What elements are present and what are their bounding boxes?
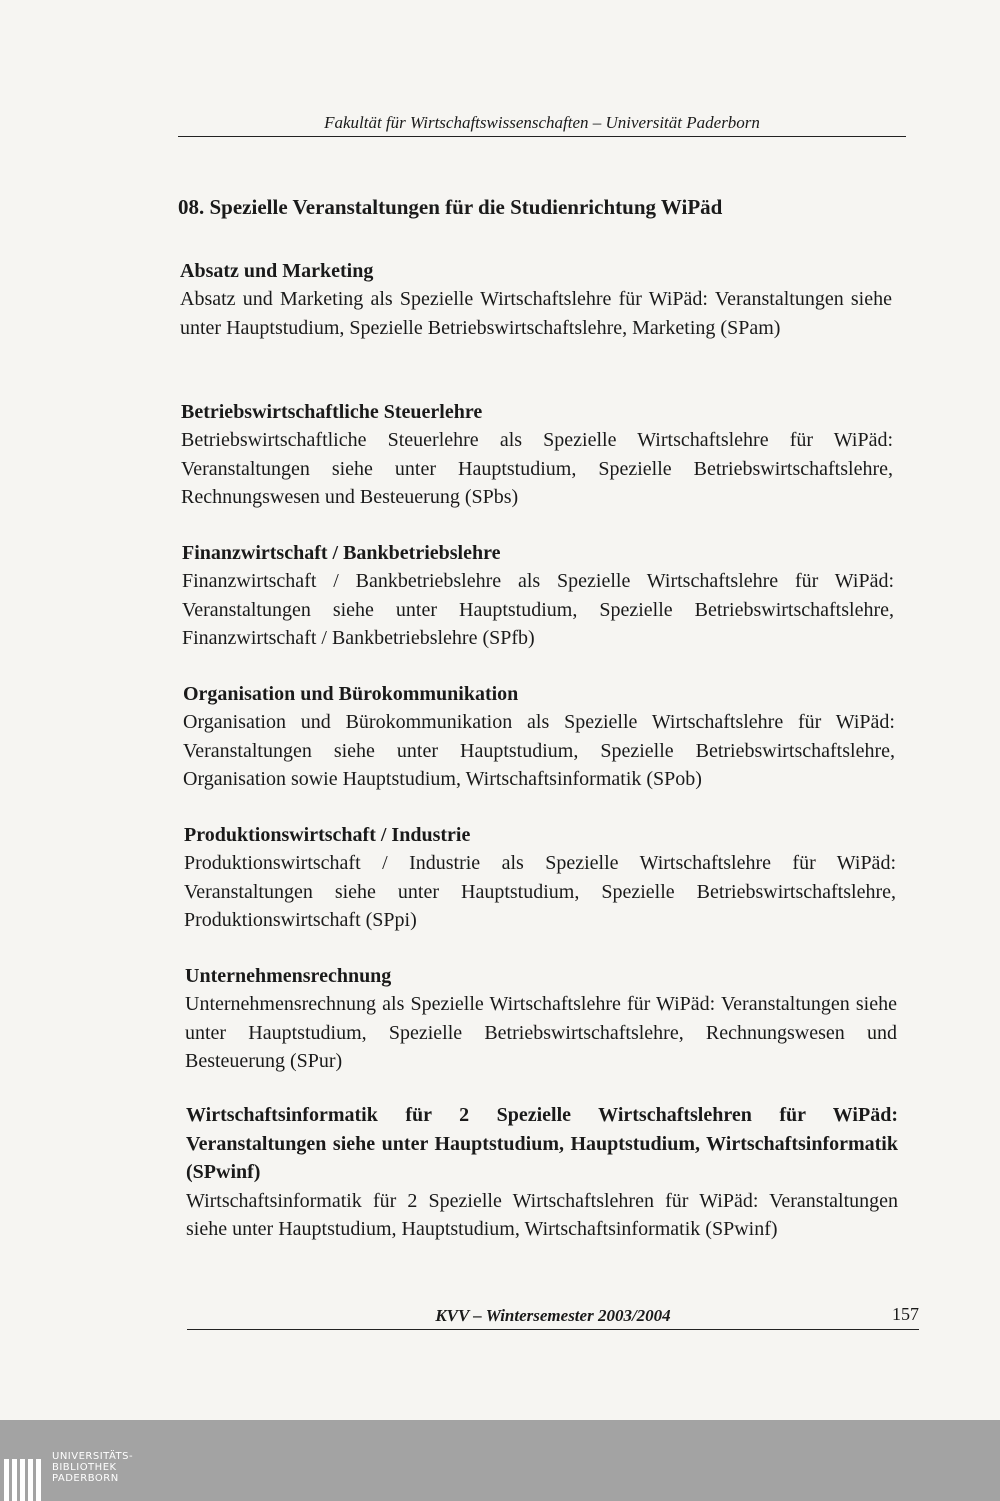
section-unternehmensrechnung (185, 962, 897, 1076)
section-organisation (183, 680, 895, 794)
section-body: Absatz und Marketing als Spezielle Wirtschaftslehre für WiPäd: Veranstaltungen siehe unter Hauptstudium, Spezielle Betriebswirtschaftslehre, Marketing (SPam) (180, 288, 892, 339)
library-name (52, 1451, 133, 1484)
library-watermark-bar (0, 1420, 1000, 1501)
library-line-1: UNIVERSITÄTS- (52, 1451, 134, 1462)
section-body: Organisation und Bürokommunikation als Spezielle Wirtschaftslehre für WiPäd: Veranstaltungen siehe unter Hauptstudium, Spezielle Betriebswirtschaftslehre, Organisation sowie Hauptstudium, Wirtschaftsinformatik (SPob) (183, 711, 895, 790)
library-line-3: PADERBORN (52, 1473, 119, 1484)
section-heading: Wirtschaftsinformatik für 2 Spezielle Wirtschaftslehren für WiPäd: Veranstaltungen siehe unter Hauptstudium, Hauptstudium, Wirtschaftsinformatik (SPwinf) (186, 1104, 898, 1183)
page-number: 157 (892, 1304, 919, 1324)
section-finanzwirtschaft (182, 539, 894, 653)
running-footer (187, 1303, 919, 1330)
footer-semester: KVV – Wintersemester 2003/2004 (435, 1306, 671, 1325)
section-absatz-marketing (180, 257, 892, 342)
section-body: Produktionswirtschaft / Industrie als Spezielle Wirtschaftslehre für WiPäd: Veranstaltungen siehe unter Hauptstudium, Spezielle Betriebswirtschaftslehre, Produktionswirtschaft (SPpi) (184, 852, 896, 931)
section-heading: Absatz und Marketing (180, 260, 374, 282)
section-body: Betriebswirtschaftliche Steuerlehre als Spezielle Wirtschaftslehre für WiPäd: Veranstaltungen siehe unter Hauptstudium, Spezielle Betriebswirtschaftslehre, Rechnungswesen und Besteuerung (SPbs) (181, 429, 893, 508)
section-heading: Organisation und Bürokommunikation (183, 683, 519, 705)
section-heading: Produktionswirtschaft / Industrie (184, 824, 471, 846)
running-header: Fakultät für Wirtschaftswissenschaften – Universität Paderborn (178, 112, 906, 137)
section-wirtschaftsinformatik (186, 1101, 898, 1244)
section-heading: Unternehmensrechnung (185, 965, 392, 987)
section-body: Wirtschaftsinformatik für 2 Spezielle Wirtschaftslehren für WiPäd: Veranstaltungen siehe unter Hauptstudium, Hauptstudium, Wirtschaftsinformatik (SPwinf) (186, 1189, 898, 1240)
section-produktion (184, 821, 896, 935)
section-steuerlehre (181, 398, 893, 512)
library-line-2: BIBLIOTHEK (52, 1462, 117, 1473)
section-body: Finanzwirtschaft / Bankbetriebslehre als Spezielle Wirtschaftslehre für WiPäd: Veranstaltungen siehe unter Hauptstudium, Spezielle Betriebswirtschaftslehre, Finanzwirtschaft / Bankbetriebslehre (SPfb) (182, 570, 894, 649)
section-body: Unternehmensrechnung als Spezielle Wirtschaftslehre für WiPäd: Veranstaltungen siehe unter Hauptstudium, Spezielle Betriebswirtschaftslehre, Rechnungswesen und Besteuerung (SPur) (185, 993, 897, 1072)
chapter-title: 08. Spezielle Veranstaltungen für die Studienrichtung WiPäd (178, 195, 723, 219)
library-logo-icon (0, 1450, 46, 1501)
section-heading: Betriebswirtschaftliche Steuerlehre (181, 401, 483, 423)
section-heading: Finanzwirtschaft / Bankbetriebslehre (182, 542, 501, 564)
